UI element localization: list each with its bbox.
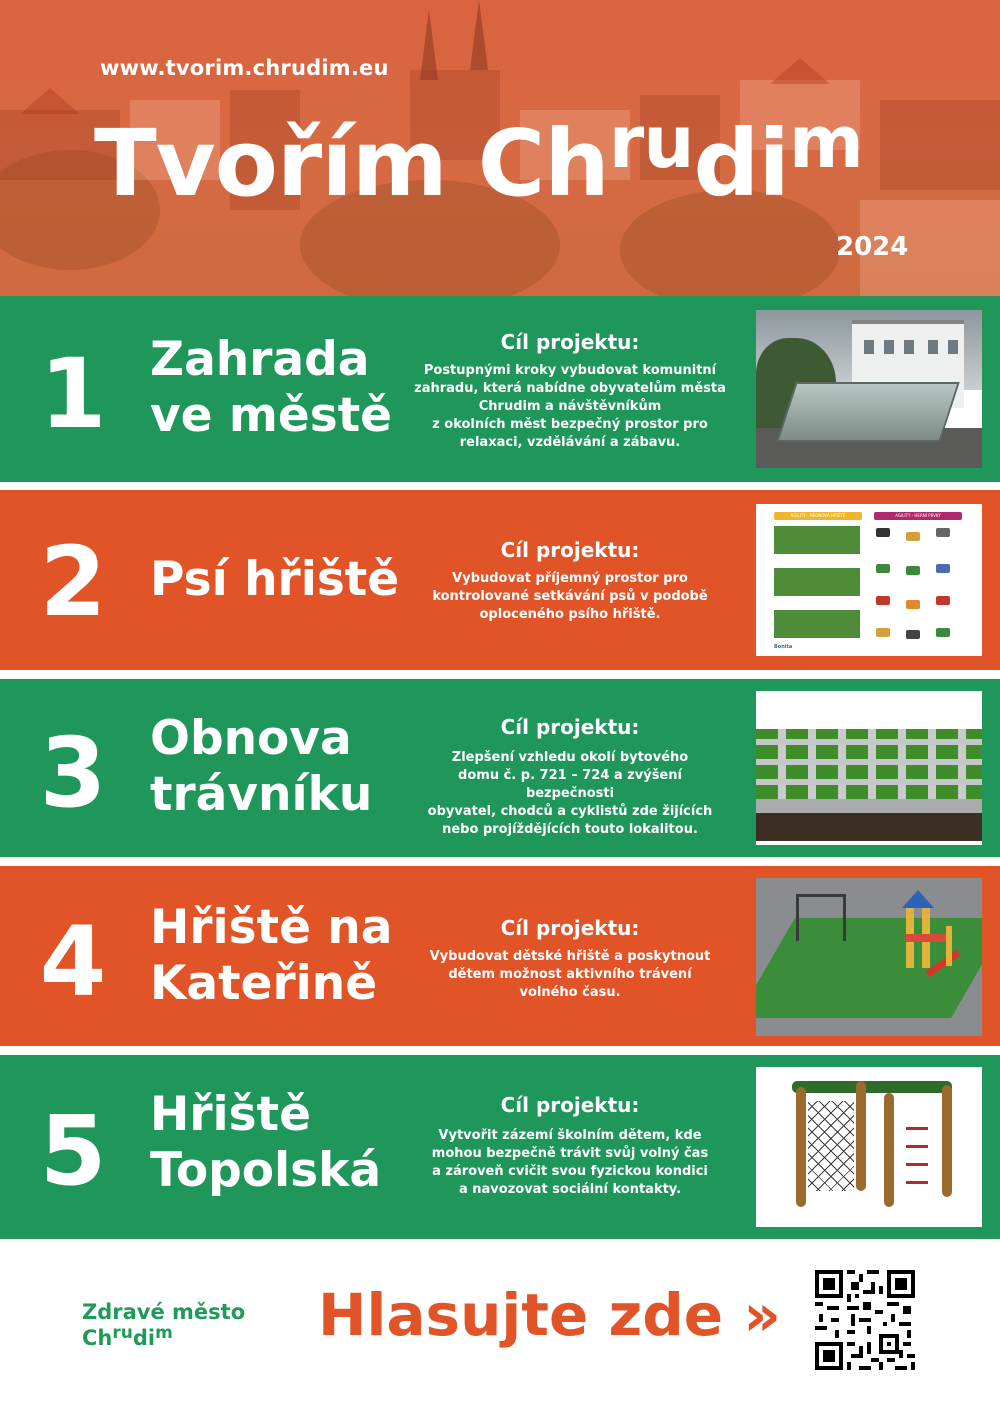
logo-part: di	[132, 1326, 156, 1350]
project-5-climbing-frame-render	[756, 1067, 982, 1227]
goal-line: z okolních měst bezpečný prostor pro	[432, 417, 708, 432]
project-number: 5	[39, 1095, 107, 1207]
project-name	[150, 332, 392, 444]
goal-heading: Cíl projektu:	[500, 330, 640, 354]
project-number: 2	[39, 526, 107, 638]
goal-line: a zároveň cvičit svou fyzickou kondici	[432, 1164, 708, 1179]
goal-line: a navozovat sociální kontakty.	[458, 1182, 682, 1197]
goal-line: obyvatel, chodců a cyklistů zde žijících	[427, 804, 713, 819]
project-4-playground-render	[756, 878, 982, 1036]
goal-description	[412, 1127, 728, 1199]
project-name	[150, 1087, 381, 1199]
project-3-grass-paver-image	[756, 691, 982, 845]
header-banner	[0, 0, 1000, 296]
goal-heading: Cíl projektu:	[500, 538, 640, 562]
project-name-line: Kateřině	[150, 956, 378, 1011]
title-raised-part: m	[788, 100, 863, 184]
goal-line: domu č. p. 721 – 724 a zvýšení bezpečnosti	[458, 768, 682, 801]
goal-heading: Cíl projektu:	[500, 916, 640, 940]
healthy-city-logo-line1: Zdravé město	[82, 1300, 246, 1324]
logo-raised-part: m	[155, 1323, 173, 1343]
goal-heading: Cíl projektu:	[500, 715, 640, 739]
goal-line: Vytvořit zázemí školním dětem, kde	[438, 1128, 702, 1143]
project-2-plan-image	[756, 504, 982, 656]
project-name-line: Hřiště	[150, 1087, 311, 1142]
plan-label: AGILITY - NEONOVÁ HŘIŠTĚ	[774, 512, 862, 520]
logo-part: Ch	[82, 1326, 113, 1350]
plan-label: AGILITY - HERNÍ PRVKY	[874, 512, 962, 520]
logo-raised-part: ru	[112, 1323, 133, 1343]
project-3-card	[0, 679, 1000, 857]
title-raised-part: ru	[608, 100, 694, 184]
healthy-city-logo-line2	[82, 1323, 173, 1350]
project-name-line: trávníku	[150, 767, 373, 822]
project-name	[150, 552, 399, 608]
goal-line: Vybudovat dětské hřiště a poskytnout	[429, 949, 711, 964]
project-name-line: Zahrada	[150, 332, 370, 387]
goal-line: Chrudim a návštěvníkům	[478, 399, 662, 414]
swing-icon	[796, 894, 846, 941]
goal-line: Zlepšení vzhledu okolí bytového	[451, 750, 689, 765]
goal-line: volného času.	[519, 985, 621, 1000]
project-number: 4	[39, 906, 107, 1018]
project-4-card	[0, 866, 1000, 1046]
goal-description	[412, 570, 728, 624]
goal-line: kontrolované setkávání psů v podobě	[432, 589, 708, 604]
plan-logo: Bonita	[774, 644, 793, 650]
goal-line: nebo projíždějících touto lokalitou.	[442, 822, 698, 837]
project-name-line: Obnova	[150, 711, 352, 766]
goal-line: relaxaci, vzdělávání a zábavu.	[459, 435, 681, 450]
goal-line: zahradu, která nabídne obyvatelům města	[414, 381, 726, 396]
goal-line: oploceného psího hřiště.	[479, 607, 661, 622]
goal-heading: Cíl projektu:	[500, 1093, 640, 1117]
project-name-line: ve městě	[150, 388, 393, 443]
project-5-card	[0, 1055, 1000, 1239]
project-number: 1	[39, 338, 107, 450]
qr-code-icon[interactable]	[815, 1270, 915, 1370]
project-number: 3	[39, 717, 107, 829]
website-url[interactable]: www.tvorim.chrudim.eu	[100, 56, 389, 80]
goal-line: dětem možnost aktivního trávení	[448, 967, 692, 982]
goal-line: Postupnými kroky vybudovat komunitní	[423, 363, 717, 378]
project-1-card	[0, 296, 1000, 482]
project-2-card	[0, 490, 1000, 670]
project-name-line: Psí hřiště	[150, 552, 400, 607]
goal-description	[412, 948, 728, 1002]
project-name	[150, 711, 372, 823]
goal-description	[412, 362, 728, 452]
campaign-title	[94, 100, 863, 217]
project-name-line: Hřiště na	[150, 900, 393, 955]
greenhouse-icon	[776, 382, 959, 442]
project-1-photo	[756, 310, 982, 468]
goal-line: Vybudovat příjemný prostor pro	[452, 571, 688, 586]
campaign-year: 2024	[836, 232, 909, 262]
project-name	[150, 900, 392, 1012]
vote-call-to-action[interactable]: Hlasujte zde »	[318, 1281, 781, 1349]
title-part: di	[693, 110, 789, 217]
project-name-line: Topolská	[150, 1143, 382, 1198]
goal-description	[412, 749, 728, 839]
goal-line: mohou bezpečně trávit svůj volný čas	[431, 1146, 709, 1161]
title-part: Tvořím Ch	[94, 110, 609, 217]
